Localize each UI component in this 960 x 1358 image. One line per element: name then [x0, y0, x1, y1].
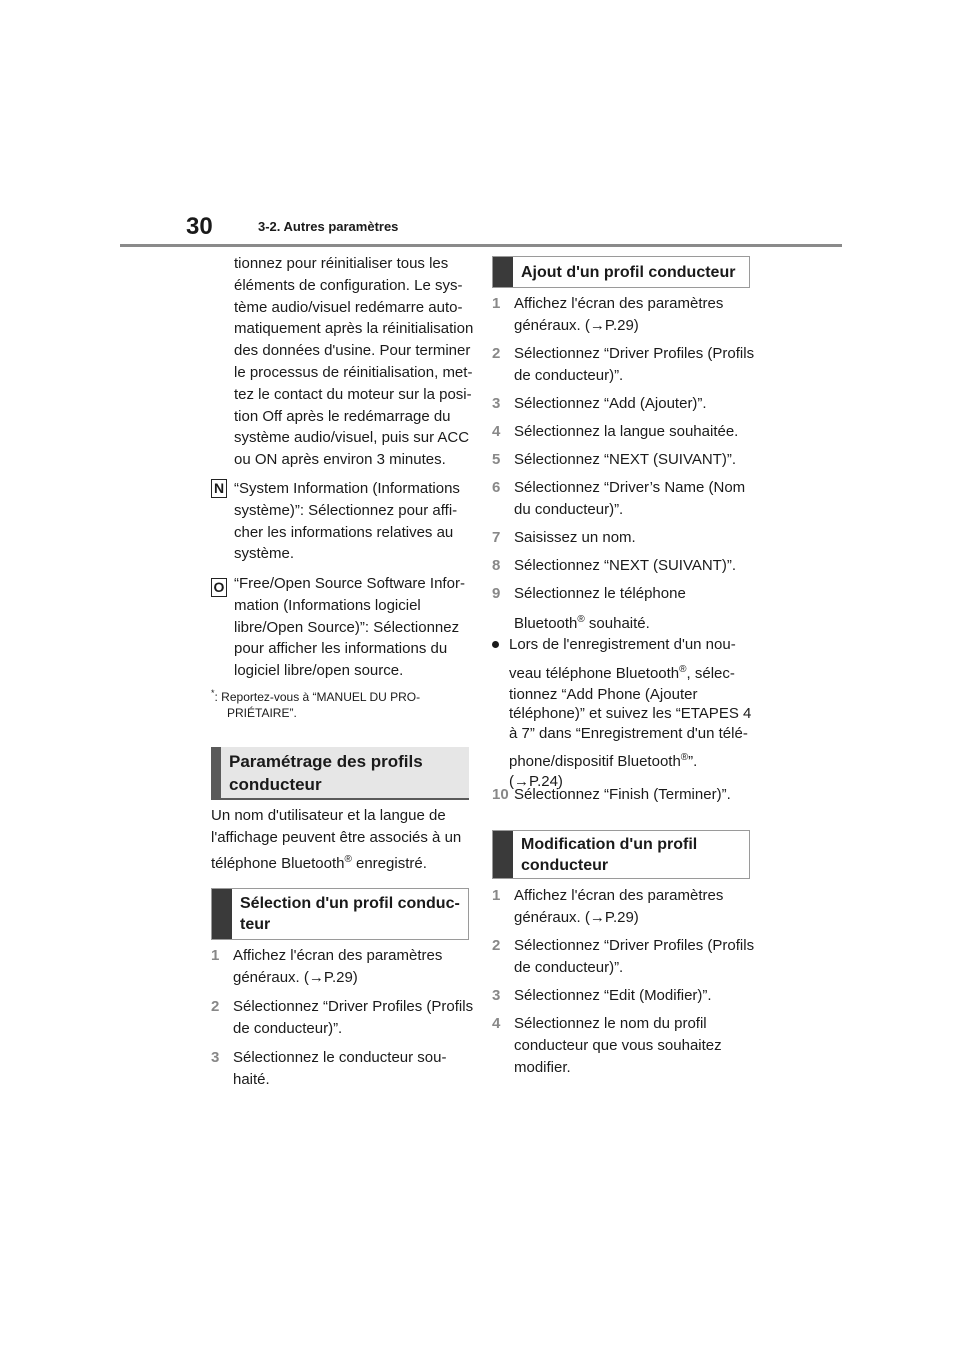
heading-line: Paramétrage des profils: [229, 751, 423, 771]
text-line: phone/dispositif Bluetooth®”.: [509, 752, 698, 770]
text-line: de conducteur)”.: [233, 1020, 343, 1037]
heading-bar: [493, 831, 513, 878]
heading-line: Ajout d'un profil conducteur: [521, 263, 736, 281]
text-line: Affichez l'écran des paramètres: [514, 887, 724, 904]
text-line: Sélectionnez “NEXT (SUIVANT)”.: [514, 451, 737, 468]
text-line: système.: [234, 545, 295, 563]
text-line: Sélectionnez le nom du profil: [514, 1015, 707, 1032]
text-line: haité.: [233, 1071, 270, 1088]
step-number: 2: [211, 998, 220, 1015]
text-line: Sélectionnez le téléphone: [514, 585, 686, 602]
text-line: conducteur que vous souhaitez: [514, 1037, 722, 1054]
text-line: matiquement après la réinitialisation: [234, 320, 474, 338]
text-line: du conducteur)”.: [514, 501, 624, 518]
text-line: Sélectionnez le conducteur sou-: [233, 1049, 447, 1066]
text-line: des données d'usine. Pour terminer: [234, 342, 471, 360]
text-line: le processus de réinitialisation, met-: [234, 363, 473, 381]
text-line: ou ON après environ 3 minutes.: [234, 451, 446, 469]
text-line: Sélectionnez “Driver’s Name (Nom: [514, 479, 746, 496]
text-line: Sélectionnez “Add (Ajouter)”.: [514, 395, 707, 412]
marker-n: N: [211, 479, 227, 498]
text-line: Saisissez un nom.: [514, 529, 636, 546]
bullet-dot: [492, 641, 499, 648]
text-line: veau téléphone Bluetooth®, sélec-: [509, 664, 735, 682]
text-line: (→P.24): [509, 773, 563, 790]
text-line: Sélectionnez “Edit (Modifier)”.: [514, 987, 712, 1004]
footnote: [211, 685, 420, 721]
text-line: Bluetooth® souhaité.: [514, 614, 650, 632]
step-number: 1: [211, 947, 220, 964]
text-line: Sélectionnez “Finish (Terminer)”.: [514, 786, 731, 803]
text-line: l'affichage peuvent être associés à un: [211, 828, 462, 846]
registered-mark: ®: [680, 752, 689, 763]
text-line: “System Information (Informations: [234, 480, 460, 497]
footnote-line: PRIÉTAIRE”.: [227, 706, 297, 720]
item-n-text: [234, 478, 460, 565]
step-number: 4: [492, 1015, 501, 1032]
text-line: Sélectionnez “NEXT (SUIVANT)”.: [514, 557, 737, 574]
step-number: 4: [492, 423, 501, 440]
text-line: Sélectionnez “Driver Profiles (Profils: [233, 998, 474, 1015]
text-line: modifier.: [514, 1059, 571, 1076]
item-o-text: [234, 573, 465, 682]
text-line: généraux. (→P.29): [514, 317, 639, 334]
text-line: Sélectionnez “Driver Profiles (Profils: [514, 345, 755, 362]
heading-line: conducteur: [229, 774, 322, 794]
step-number: 9: [492, 585, 501, 602]
section-title: 3-2. Autres paramètres: [258, 219, 399, 234]
text-line: logiciel libre/open source.: [234, 662, 404, 680]
text-line: Affichez l'écran des paramètres: [233, 947, 443, 964]
step-number: 1: [492, 887, 501, 904]
text-line: cher les informations relatives au: [234, 523, 454, 541]
text-line: généraux. (→P.29): [233, 969, 358, 986]
text-line: de conducteur)”.: [514, 367, 624, 384]
heading-edit-profile: [492, 830, 750, 879]
heading-bar: [493, 257, 513, 287]
text-line: à 7” dans “Enregistrement d'un télé-: [509, 725, 748, 742]
text-line: tion Off après le redémarrage du: [234, 407, 451, 425]
sub-heading-selection: [211, 888, 469, 940]
text-line: téléphone)” et suivez les “ETAPES 4: [509, 705, 752, 722]
step-number: 1: [492, 295, 501, 312]
text-line: “Free/Open Source Software Infor-: [234, 575, 465, 592]
step-number: 7: [492, 529, 501, 546]
step-number: 2: [492, 345, 501, 362]
step-number: 5: [492, 451, 501, 468]
heading-line: teur: [240, 916, 271, 933]
text-line: Sélectionnez la langue souhaitée.: [514, 423, 739, 440]
text-line: téléphone Bluetooth® enregistré.: [211, 853, 427, 872]
step-number: 6: [492, 479, 501, 496]
text-line: de conducteur)”.: [514, 959, 624, 976]
registered-mark: ®: [679, 664, 687, 675]
major-heading: [211, 747, 469, 800]
text-line: libre/Open Source)”: Sélectionnez: [234, 618, 460, 636]
step-number: 3: [492, 395, 501, 412]
text-line: généraux. (→P.29): [514, 909, 639, 926]
text-line: système audio/visuel, puis sur ACC: [234, 429, 470, 447]
step-number: 2: [492, 937, 501, 954]
intro-paragraph: [211, 805, 461, 874]
text-line: tez le contact du moteur sur la posi-: [234, 385, 472, 403]
heading-line: conducteur: [521, 856, 609, 874]
text-line: mation (Informations logiciel: [234, 596, 421, 614]
text-line: tionnez “Add Phone (Ajouter: [509, 686, 698, 703]
text-line: Sélectionnez “Driver Profiles (Profils: [514, 937, 755, 954]
step-number: 3: [211, 1049, 220, 1066]
continued-paragraph: [234, 253, 473, 471]
step-number: 10: [492, 786, 509, 803]
heading-bar: [211, 747, 221, 798]
footnote-line: : Reportez-vous à “MANUEL DU PRO-: [214, 690, 421, 704]
text-line: tème audio/visuel redémarre auto-: [234, 298, 463, 316]
page-number: 30: [186, 213, 213, 240]
text-line: Affichez l'écran des paramètres: [514, 295, 724, 312]
step-number: 3: [492, 987, 501, 1004]
text-line: éléments de configuration. Le sys-: [234, 276, 463, 294]
header-divider: [120, 244, 842, 247]
heading-line: Modification d'un profil: [521, 835, 698, 853]
text-line: Un nom d'utilisateur et la langue de: [211, 807, 446, 824]
registered-mark: ®: [344, 853, 352, 865]
text-line: système)”: Sélectionnez pour affi-: [234, 501, 458, 519]
footnote-mark: *: [211, 688, 215, 698]
marker-o: O: [211, 578, 227, 597]
heading-line: Sélection d'un profil conduc-: [240, 895, 460, 912]
text-line: Lors de l'enregistrement d'un nou-: [509, 636, 736, 653]
text-line: pour afficher les informations du: [234, 640, 448, 658]
step-number: 8: [492, 557, 501, 574]
heading-add-profile: [492, 256, 750, 288]
heading-bar: [212, 889, 232, 939]
registered-mark: ®: [577, 614, 585, 625]
text-line: tionnez pour réinitialiser tous les: [234, 255, 449, 272]
